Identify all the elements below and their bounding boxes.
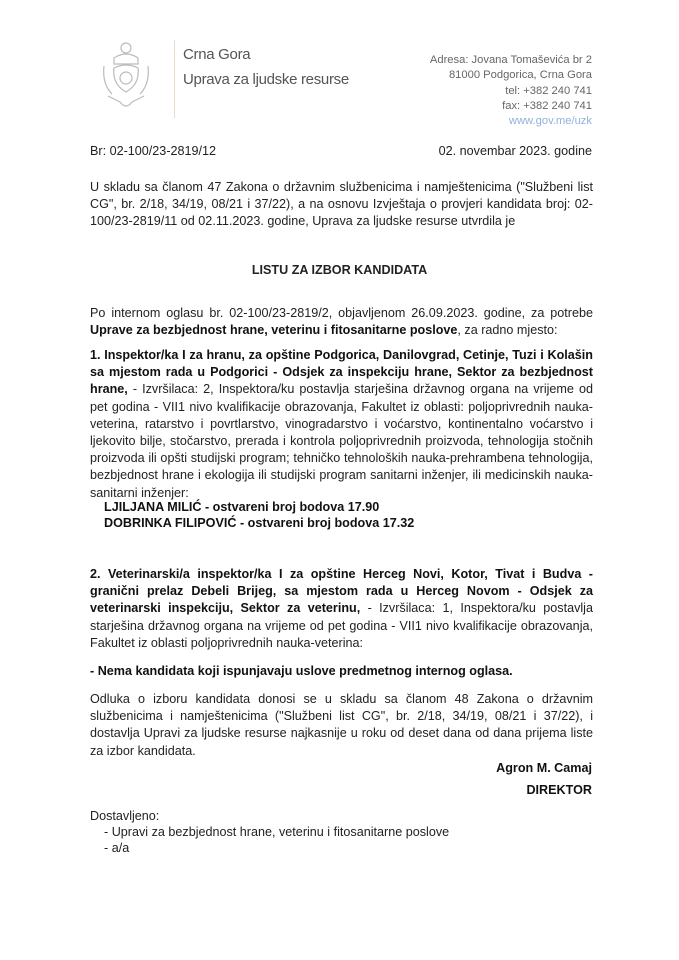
position-title: 1. Inspektor/ka I za hranu, za opštine Podgorica, Danilovgrad, Cetinje, Tuzi i Kolašin sa mjestom rada u Podgorici - Odsjek za inspekciju hrane, Sektor za bezbjednost hrane,: [90, 348, 593, 397]
reference-number: Br: 02-100/23-2819/12: [90, 144, 217, 158]
coat-of-arms-logo: [100, 40, 152, 112]
delivered-block: [90, 808, 449, 856]
signatory-role: DIREKTOR: [526, 783, 592, 797]
delivered-item: - Upravi za bezbjednost hrane, veterinu i fitosanitarne poslove: [104, 825, 450, 839]
position-description: - Izvršilaca: 2, Inspektora/ku postavlja starješina državnog organa na vrijeme od pet godina - VII1 nivo kvalifikacije obrazovanja, Fakultet iz oblasti: poljoprivrednih nauka-veterina, ratarstvo i povrtlarstvo, vinogradarstvo i voćarstvo, kontinentalno voćarstvo i ljekovito bilje, stočarstvo, prerada i kontrola poljoprivrednih proizvoda, tehnologija stočnih proizvoda ili opšti studijski program; tehničko tehnoloških nauka-prehrambena tehnologija, bezbjednost hrane i ekologija ili studijski program sanitarni inženjer, ili medicinskih nauka-sanitarni inženjer:: [90, 382, 593, 500]
document-title: LISTU ZA IZBOR KANDIDATA: [251, 263, 428, 277]
delivered-item: - a/a: [104, 841, 130, 855]
header-divider: [174, 40, 175, 118]
address-line: 81000 Podgorica, Crna Gora: [448, 69, 592, 82]
candidate-list: [104, 499, 414, 531]
website-link[interactable]: www.gov.me/uzk: [508, 115, 592, 128]
org-country: Crna Gora: [183, 46, 251, 63]
fax: fax: +382 240 741: [502, 99, 592, 112]
org-name: Uprava za ljudske resurse: [183, 71, 349, 88]
candidate: DOBRINKA FILIPOVIĆ - ostvareni broj bodova 17.32: [104, 516, 415, 530]
phone: tel: +382 240 741: [505, 84, 592, 97]
oglas-suffix: , za radno mjesto:: [457, 323, 558, 338]
position-2: [90, 566, 593, 652]
position-title: 2. Veterinarski/a inspektor/ka I za opštine Herceg Novi, Kotor, Tivat i Budva - granični prelaz Debeli Brijeg, sa mjestom rada u Herceg Novom - Odsjek za veterinarski inspekciju, Sektor za veterinu,: [90, 567, 593, 616]
closing-paragraph: Odluka o izboru kandidata donosi se u skladu sa članom 48 Zakona o državnim službenicima i namještenicima ("Službeni list CG", br. 2/18, 34/19, 08/21 i 37/22), i dostavlja Upravi za ljudske resurse najkasnije u roku od deset dana od dana prijema liste za izbor kandidata.: [90, 692, 593, 758]
document-date: 02. novembar 2023. godine: [438, 144, 592, 158]
oglas-paragraph: [90, 305, 593, 339]
signatory-name: Agron M. Camaj: [496, 761, 592, 775]
position-1: [90, 347, 593, 502]
delivered-label: Dostavljeno:: [90, 809, 160, 823]
address-line: Adresa: Jovana Tomaševića br 2: [429, 54, 592, 66]
oglas-org: Uprave za bezbjednost hrane, veterinu i fitosanitarne poslove: [90, 323, 458, 338]
no-candidates-note: - Nema kandidata koji ispunjavaju uslove predmetnog internog oglasa.: [90, 664, 513, 678]
address-block: [430, 53, 592, 129]
oglas-text: Po internom oglasu br. 02-100/23-2819/2, objavljenom 26.09.2023. godine, za potrebe: [90, 306, 593, 320]
position-description: - Izvršilaca: 1, Inspektora/ku postavlja starješina državnog organa na vrijeme od pet godina - VII1 nivo kvalifikacije obrazovanja, Fakultet iz oblasti poljoprivrednih nauka-veterina:: [90, 601, 593, 650]
candidate: LJILJANA MILIĆ - ostvareni broj bodova 17.90: [104, 500, 380, 514]
intro-paragraph: U skladu sa članom 47 Zakona o državnim službenicima i namještenicima ("Službeni list CG", br. 2/18, 34/19, 08/21 i 37/22), a na osnovu Izvještaja o provjeri kandidata broj: 02-100/23-2819/11 od 02.11.2023. godine, Uprava za ljudske resurse utvrdila je: [90, 180, 593, 229]
